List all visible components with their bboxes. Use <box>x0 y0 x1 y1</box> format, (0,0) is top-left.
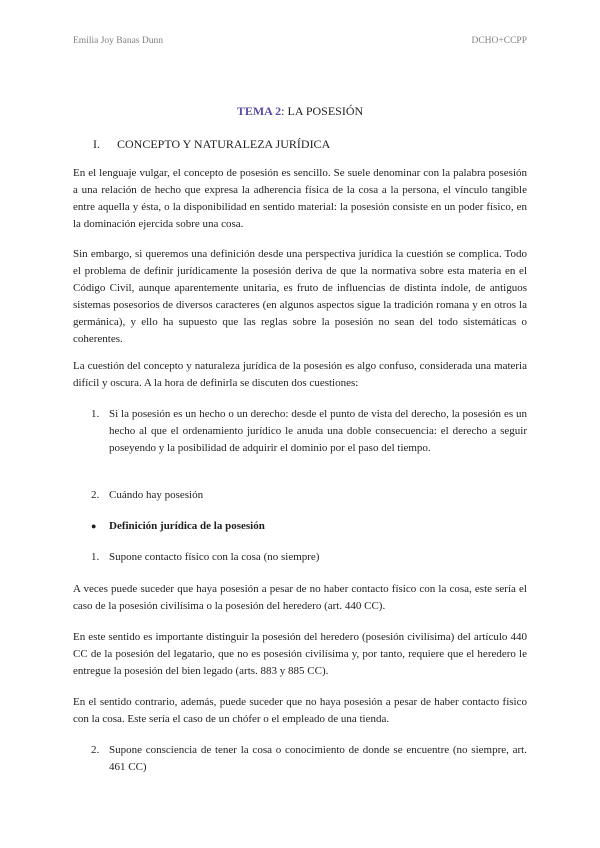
header-course: DCHO+CCPP <box>471 36 527 46</box>
section-title: CONCEPTO Y NATURALEZA JURÍDICA <box>117 137 331 151</box>
sub-item-2 <box>91 742 527 776</box>
paragraph-2: Sin embargo, si queremos una definición desde una perspectiva jurídica la cuestión se complica. Todo el problema de definir jurídicamente la posesión deriva de que la normativa sobre esta materia en el Código Civil, aunque aparentemente unitaria, es fruto de influencias de distinta índole, de antiguos sistemas posesorios de diversos caracteres (en algunos aspectos sigue la tradición romana y en otros la germánica), y ello ha supuesto que las reglas sobre la posesión no sean del todo sistemáticas o coherentes. <box>73 248 527 345</box>
list-item-text: Supone contacto físico con la cosa (no siempre) <box>109 551 320 563</box>
list-marker: 2. <box>91 744 100 756</box>
paragraph-4: A veces puede suceder que haya posesión a pesar de no haber contacto físico con la cosa, este sería el caso de la posesión civilísima o la posesión del heredero (art. 440 CC). <box>73 583 527 612</box>
bullet-marker: ● <box>91 521 97 531</box>
title-tema-label: TEMA 2 <box>236 104 282 118</box>
list-item-text: Cuándo hay posesión <box>109 489 204 501</box>
page-title <box>73 104 527 119</box>
header-author: Emilia Joy Banas Dunn <box>73 36 163 46</box>
paragraph-1: En el lenguaje vulgar, el concepto de posesión es sencillo. Se suele denominar con la palabra posesión a una relación de hecho que expresa la adherencia física de la cosa a la persona, el vínculo tangible entre aquella y ésta, o la disponibilidad en sentido material: la posesión consiste en un poder físico, en la dominación ejercida sobre una cosa. <box>73 167 527 230</box>
list-item-2 <box>91 487 527 504</box>
bullet-text: Definición jurídica de la posesión <box>109 520 265 532</box>
title-rest: : LA POSESIÓN <box>281 104 364 118</box>
list-marker: 2. <box>91 489 100 501</box>
list-item-text: Si la posesión es un hecho o un derecho: desde el punto de vista del derecho, la posesión es un hecho al que el ordenamiento jurídico le anuda una doble consecuencia: el derecho a seguir poseyendo y la posibilidad de adquirir el dominio por el paso del tiempo. <box>109 408 527 454</box>
sub-item-1 <box>91 549 527 566</box>
list-marker: 1. <box>91 408 100 420</box>
paragraph-6: En el sentido contrario, además, puede suceder que no haya posesión a pesar de haber contacto físico con la cosa. Este sería el caso de un chófer o el empleado de una tienda. <box>73 696 527 725</box>
list-item-1 <box>91 406 527 457</box>
list-item-text: Supone consciencia de tener la cosa o conocimiento de donde se encuentre (no siempre, art. 461 CC) <box>109 744 527 773</box>
list-marker: 1. <box>91 551 100 563</box>
section-heading <box>93 137 330 152</box>
paragraph-3: La cuestión del concepto y naturaleza jurídica de la posesión es algo confuso, considerada una materia difícil y oscura. A la hora de definirla se discuten dos cuestiones: <box>73 360 527 389</box>
paragraph-5: En este sentido es importante distinguir la posesión del heredero (posesión civilísima) del artículo 440 CC de la posesión del legatario, que no es posesión civilísima y, por tanto, requiere que el heredero le entregue la posesión del bien legado (arts. 883 y 885 CC). <box>73 631 527 677</box>
bullet-item <box>91 518 527 535</box>
page-header <box>73 36 527 46</box>
section-number: I. <box>93 137 100 151</box>
